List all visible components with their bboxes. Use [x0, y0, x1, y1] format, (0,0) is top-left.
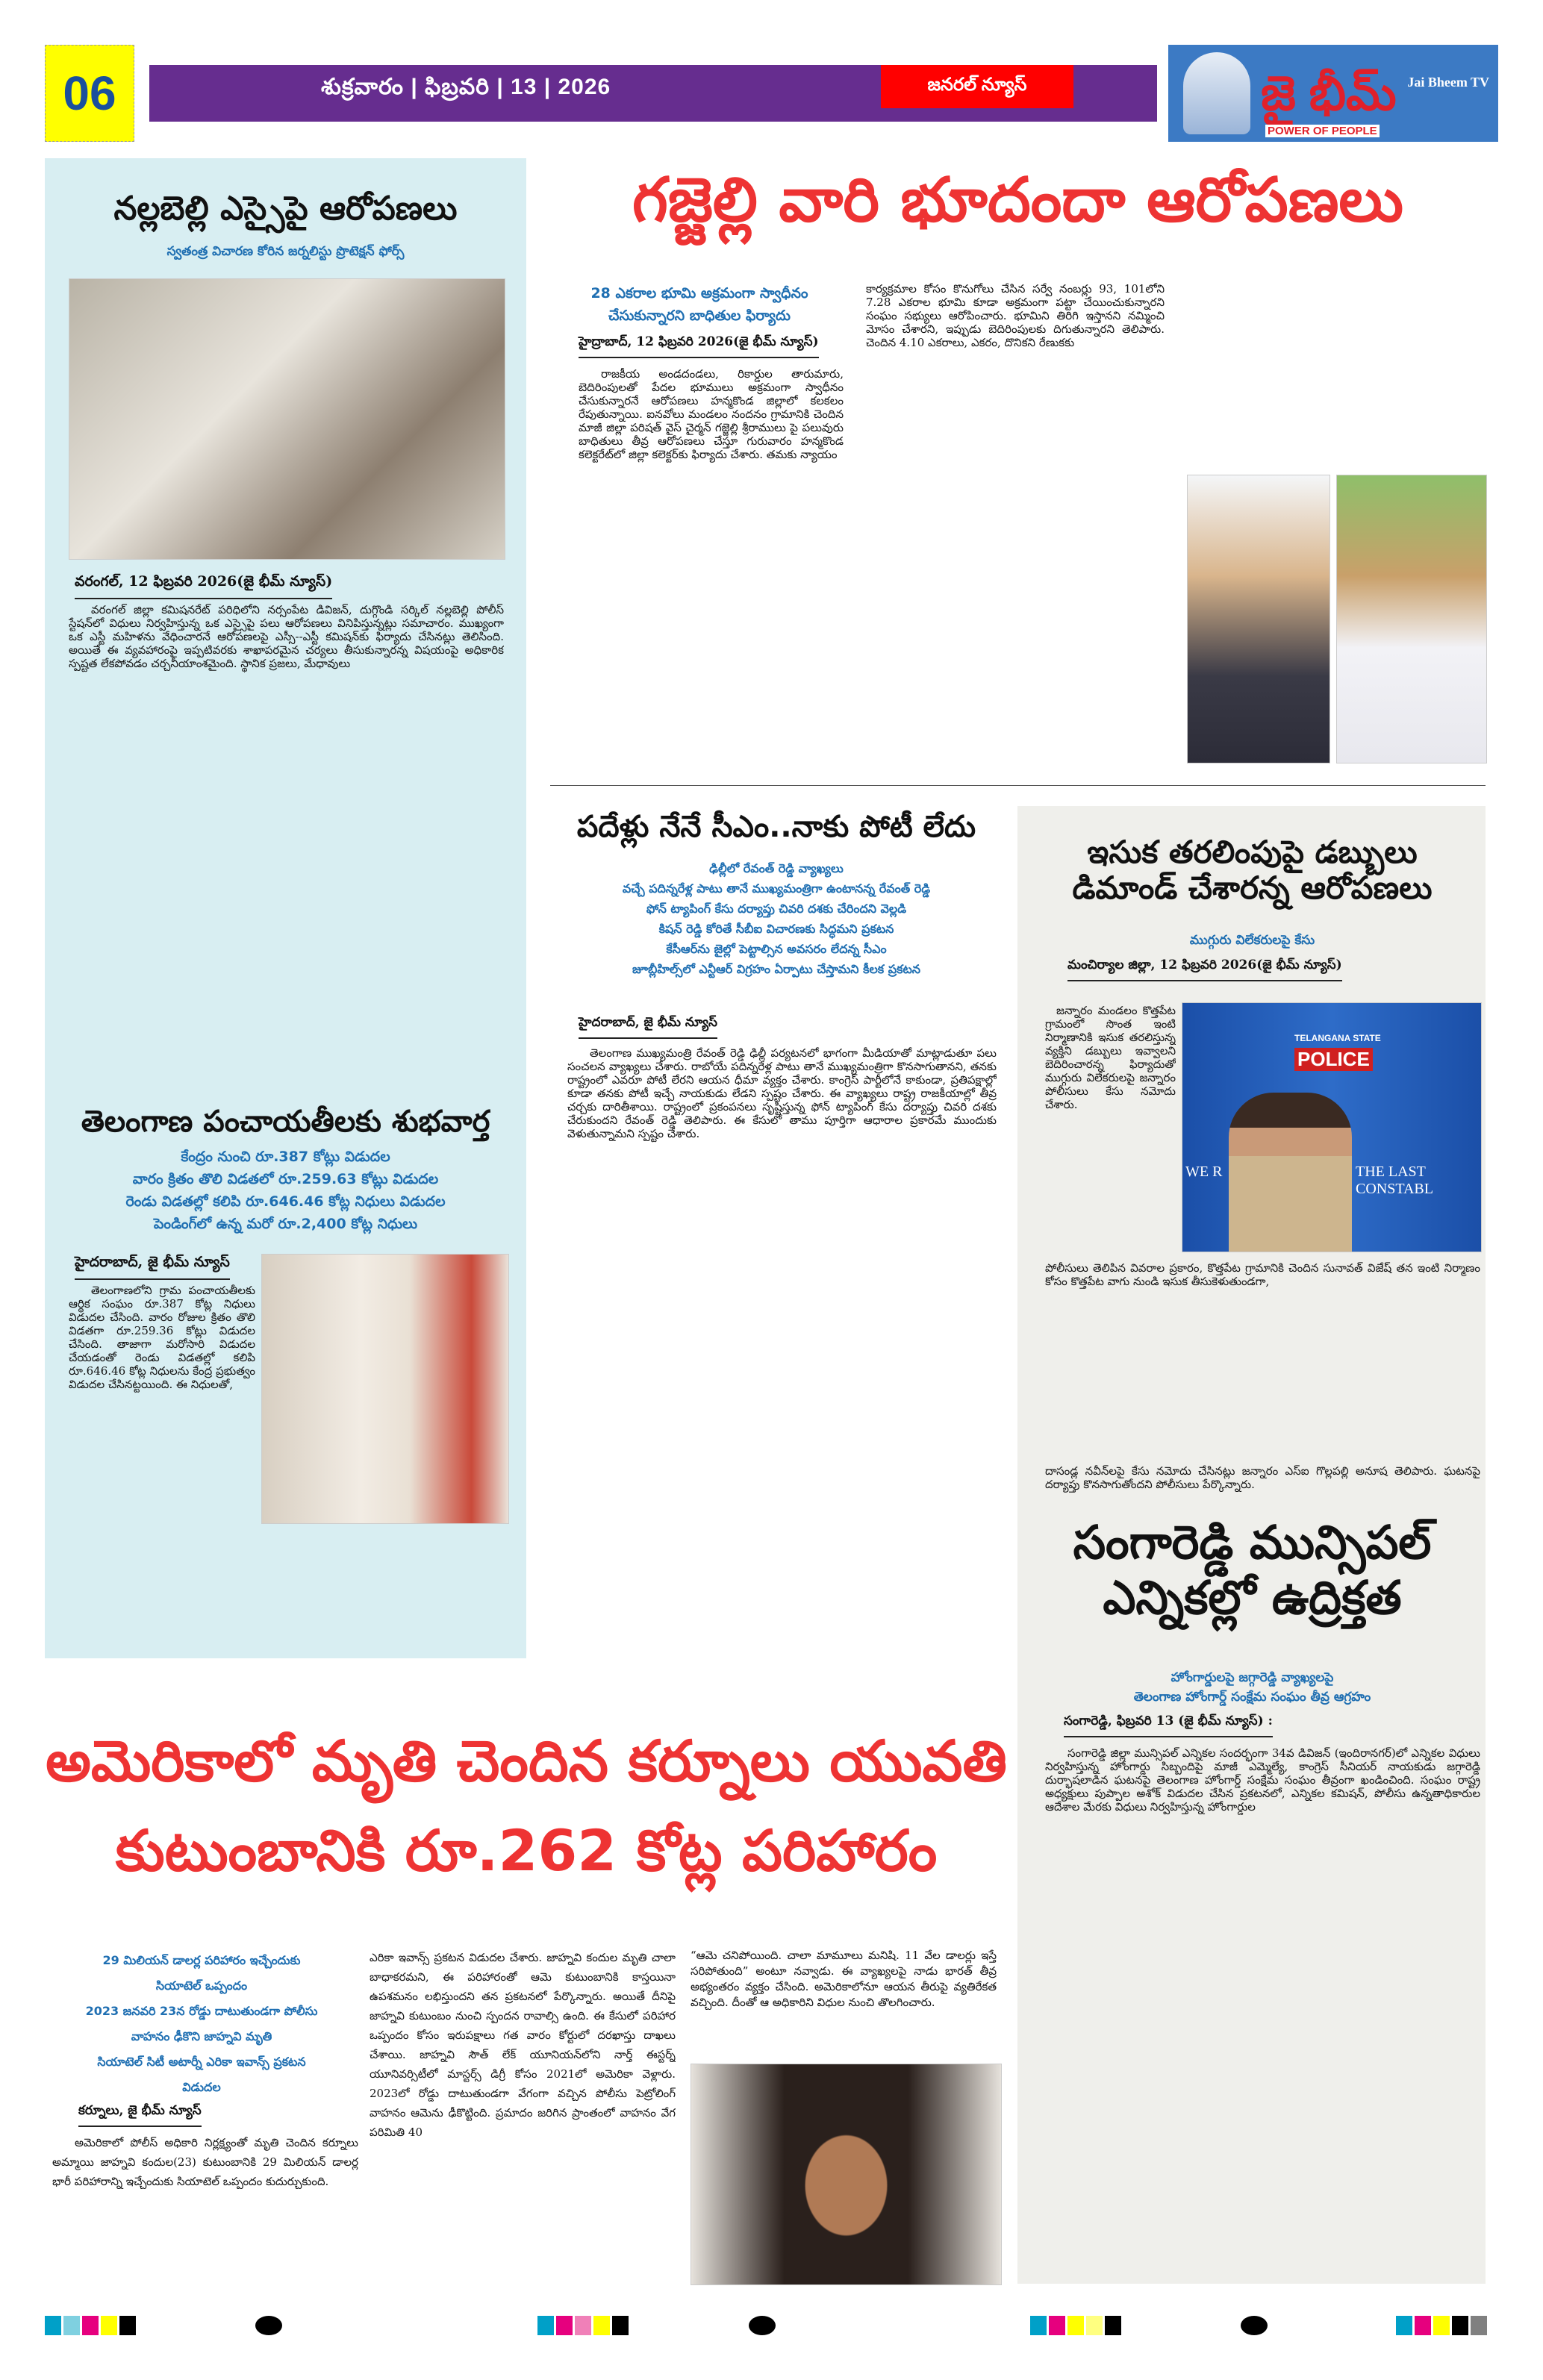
- sand-body: పోలీసులు తెలిపిన వివరాల ప్రకారం, కొత్తపేట గ్రామానికి చెందిన సునావత్ విజేష్ తన ఇంటి నిర్మాణం కోసం కొత్తపేట వాగు నుండి ఇసుక తీసుకెళుతుండగా,: [1045, 1261, 1480, 1288]
- color-swatch: [556, 2316, 573, 2335]
- subhead: సియాటెల్ ఒప్పందం: [155, 1978, 248, 1993]
- subhead: పెండింగ్‌లో ఉన్న మరో రూ.2,400 కోట్ల నిధులు: [153, 1216, 418, 1232]
- registration-color-bar: [45, 2316, 136, 2335]
- kurnool-headline: [45, 1717, 1008, 1896]
- sand-headline: ఇసుక తరలింపుపై డబ్బులు డిమాండ్ చేశారన్న ఆరోపణలు: [1072, 834, 1433, 907]
- gajjelli-body-col2: కార్యక్రమాల కోసం కొనుగోలు చేసిన సర్వే నంబర్లు 93, 101లోని 7.28 ఎకరాల భూమి కూడా అక్రమంగా పట్టా చేయించుకున్నారని సంఘం సభ్యులు ఆరోపించారు. భూమిని తిరిగి ఇస్తానని నమ్మించి మోసం చేశారని, ఇప్పుడు బెదిరింపులకు దిగుతున్నారని తెలిపారు. చెందిన 4.10 ఎకరాలు, ఎకరం, దొనికని రేణుకకు: [866, 282, 1165, 349]
- gajjelli-headline: గజ్జెల్లి వారి భూదందా ఆరోపణలు: [632, 165, 1403, 236]
- gajjelli-body-col1: రాజకీయ అండదండలు, రికార్డుల తారుమారు, బెదిరింపులతో పేదల భూములు అక్రమంగా స్వాధీనం చేసుకున్నారనే ఆరోపణలు హన్మకొండ జిల్లాలో కలకలం రేపుతున్నాయి. ఐనవోలు మండలం నందనం గ్రామానికి చెందిన మాజీ జిల్లా పరిషత్ వైస్ చైర్మన్ గజ్జెల్లి శ్రీరాములు పై పలువురు బాధితులు తీవ్ర ఆరోపణలు చేస్తూ గురువారం హన్మకొండ కలెక్టరేట్‌లో జిల్లా కలెక్టర్‌కు ఫిర్యాదు చేశారు. తమకు న్యాయం: [579, 367, 844, 461]
- color-swatch: [1471, 2316, 1487, 2335]
- headline-line: కుటుంబానికి రూ.262 కోట్ల పరిహారం: [115, 1817, 938, 1884]
- subhead: ఢిల్లీలో రేవంత్ రెడ్డి వ్యాఖ్యలు: [709, 861, 844, 875]
- registration-mark-icon: [1241, 2316, 1268, 2335]
- officer-figure: [1229, 1093, 1352, 1252]
- section-tag: జనరల్ న్యూస్: [881, 65, 1073, 108]
- subhead: జూబ్లీహిల్స్‌లో ఎన్టీఆర్ విగ్రహం ఏర్పాటు చేస్తామని కీలక ప్రకటన: [632, 962, 921, 976]
- photo-text: TELANGANA STATE: [1294, 1033, 1381, 1043]
- subhead: సియాటెల్ సిటీ అటార్నీ ఎరికా ఇవాన్స్ ప్రకటన: [97, 2055, 306, 2069]
- kurnool-body-col3: “ఆమె చనిపోయింది. చాలా మామూలు మనిషి. 11 వేల డాలర్లు ఇస్తే సరిపోతుంది” అంటూ నవ్వాడు. ఈ వ్యాఖ్యలపై నాడు భారత్ తీవ్ర అభ్యంతరం వ్యక్తం చేసింది. అమెరికాలోనూ ఆయన తీరుపై వ్యతిరేకత వచ్చింది. దీంతో ఆ అధికారిని విధుల నుంచి తొలగించారు.: [691, 1949, 997, 2009]
- photo-text: THE LAST CONSTABL: [1356, 1164, 1433, 1197]
- masthead-logo: [1168, 45, 1498, 142]
- subhead: కేసీఆర్‌ను జైల్లో పెట్టాల్సిన అవసరం లేదన్న సీఎం: [666, 942, 887, 956]
- color-swatch: [82, 2316, 99, 2335]
- headline-line: అమెరికాలో మృతి చెందిన కర్నూలు యువతి: [46, 1728, 1007, 1794]
- gajjelli-person-photo-1: [1187, 475, 1330, 763]
- sangareddy-body: సంగారెడ్డి జిల్లా మున్సిపల్ ఎన్నికల సందర్భంగా 34వ డివిజన్ (ఇందిరానగర్)లో ఎన్నికల విధులు నిర్వహిస్తున్న హోంగార్డు సిబ్బందిపై మాజీ ఎమ్మెల్యే, కాంగ్రెస్ సీనియర్ నాయకుడు జగ్గారెడ్డి దుర్భాషలాడిన ఘటనపై తెలంగాణ హోంగార్డ్ సంక్షేమ సంఘం తీవ్రంగా ఖండించింది. సంఘం రాష్ట్ర అధ్యక్షులు పుప్పాల అశోక్ విడుదల చేసిన ప్రకటనలో, ఎన్నికల కమిషన్, పోలీసు ఉన్నతాధికారుల ఆదేశాల మేరకు విధులు నిర్వహిస్తున్న హోంగార్డుల: [1045, 1746, 1480, 1814]
- color-swatch: [1049, 2316, 1065, 2335]
- cm-headline: పదేళ్లు నేనే సీఎం..నాకు పోటీ లేదు: [576, 810, 976, 844]
- cm-body: తెలంగాణ ముఖ్యమంత్రి రేవంత్ రెడ్డి ఢిల్లీ పర్యటనలో భాగంగా మీడియాతో మాట్లాడుతూ పలు సంచలన వ్యాఖ్యలు చేశారు. రాబోయే పదిన్నరేళ్ల పాటు తానే ముఖ్యమంత్రిగా కొనసాగుతానని, తనకు రాష్ట్రంలో ఎవరూ పోటీ లేరని ఆయన ధీమా వ్యక్తం చేశారు. కాంగ్రెస్ పార్టీలోనే కాకుండా, ప్రతిపక్షాల్లో కూడా తనకు పోటీ ఇచ్చే నాయకుడు లేడని స్పష్టం చేశారు. ఈ వ్యాఖ్యలు రాష్ట్ర రాజకీయాల్లో తీవ్ర చర్చకు దారితీశాయి. రాష్ట్రంలో ప్రకంపనలు సృష్టిస్తున్న ఫోన్ ట్యాపింగ్ కేసు దర్యాప్తు చివరి దశకు చేరుకుందని రేవంత్ రెడ్డి తెలిపారు. ఈ కేసులో తాము పూర్తిగా ఆధారాల ప్రకారమే ముందుకు వెళుతున్నామని స్పష్టం చేశారు.: [567, 1046, 997, 1140]
- registration-color-bar: [1396, 2316, 1487, 2335]
- subhead: 28 ఎకరాల భూమి అక్రమంగా స్వాధీనం: [590, 285, 808, 302]
- panchayat-photo: [261, 1254, 509, 1524]
- subhead: 29 మిలియన్ డాలర్ల పరిహారం ఇచ్చేందుకు: [102, 1953, 301, 1967]
- sangareddy-headline: సంగారెడ్డి మున్సిపల్ ఎన్నికల్లో ఉద్రిక్తత: [1073, 1515, 1432, 1625]
- issue-date: శుక్రవారం | ఫిబ్రవరి | 13 | 2026: [321, 75, 611, 99]
- color-swatch: [119, 2316, 136, 2335]
- subhead: వారం క్రితం తొలి విడతలో రూ.259.63 కోట్లు విడుదల: [132, 1171, 439, 1187]
- dateline-text: హైద్రాబాద్, 12 ఫిబ్రవరి 2026(జై భీమ్ న్యూస్): [579, 334, 819, 358]
- ambedkar-portrait-icon: [1183, 52, 1250, 134]
- subhead: విడుదల: [182, 2080, 221, 2094]
- police-officer-photo: [1182, 1002, 1482, 1252]
- subhead: కేంద్రం నుంచి రూ.387 కోట్లు విడుదల: [181, 1149, 390, 1165]
- page-number: 06: [45, 45, 134, 142]
- cm-dateline: [579, 1015, 717, 1043]
- nallabelli-headline: నల్లబెల్లి ఎస్సైపై ఆరోపణలు: [113, 190, 458, 228]
- sand-dateline: [1067, 958, 1342, 986]
- color-swatch: [1433, 2316, 1450, 2335]
- color-swatch: [1086, 2316, 1103, 2335]
- color-swatch: [537, 2316, 554, 2335]
- sand-body-side: జన్నారం మండలం కొత్తపేట గ్రామంలో సొంత ఇంటి నిర్మాణానికి ఇసుక తరలిస్తున్న వ్యక్తిని డబ్బులు ఇవ్వాలని బెదిరించారన్న ఫిర్యాదుతో ముగ్గురు విలేకరులపై జన్నారం పోలీసులు కేసు నమోదు చేశారు.: [1045, 1004, 1176, 1111]
- photo-text: WE R: [1185, 1164, 1223, 1180]
- cm-subheads: [550, 858, 1003, 979]
- kurnool-subheads: [45, 1948, 358, 2100]
- logo-tagline: POWER OF PEOPLE: [1265, 125, 1380, 137]
- sand-subhead: ముగ్గురు విలేకరులపై కేసు: [1189, 933, 1315, 948]
- registration-mark-icon: [255, 2316, 282, 2335]
- kurnool-body-col2: ఎరికా ఇవాన్స్ ప్రకటన విడుదల చేశారు. జాహ్నవి కందుల మృతి చాలా బాధాకరమని, ఈ పరిహారంతో ఆమె కుటుంబానికి కాస్తయినా ఉపశమనం లభిస్తుందని తన ప్రకటనలో పేర్కొన్నారు. అయితే దీనిపై జాహ్నవి కుటుంబం నుంచి స్పందన రావాల్సి ఉంది. ఈ కేసులో పరిహార ఒప్పందం కోసం ఇరుపక్షాలు గత వారం కోర్టులో దరఖాస్తు దాఖలు చేశాయి. జాహ్నవి సౌత్ లేక్ యూనియన్‌లోని నార్త్ ఈస్టర్న్ యూనివర్సిటీలో మాస్టర్స్ డిగ్రీ కోసం 2021లో అమెరికా వెళ్లారు. 2023లో రోడ్డు దాటుతుండగా వేగంగా వచ్చిన పోలీసు పెట్రోలింగ్ వాహనం ఆమెను ఢీకొట్టింది. ప్రమాదం జరిగిన ప్రాంతంలో వాహనం వేగ పరిమితి 40: [370, 1951, 676, 2139]
- color-swatch: [593, 2316, 610, 2335]
- registration-color-bar: [1030, 2316, 1121, 2335]
- subhead: రెండు విడతల్లో కలిపి రూ.646.46 కోట్ల నిధులు విడుదల: [125, 1193, 446, 1210]
- nallabelli-photo: [69, 278, 505, 560]
- nallabelli-dateline: [75, 573, 332, 604]
- registration-mark-icon: [749, 2316, 776, 2335]
- dateline-text: సంగారెడ్డి, ఫిబ్రవరి 13 (జై భీమ్ న్యూస్) :: [1064, 1714, 1273, 1737]
- sand-body-end: దాసండ్ల నవీన్‌లపై కేసు నమోదు చేసినట్లు జన్నారం ఎస్ఐ గొల్లపల్లి అనూష తెలిపారు. ఘటనపై దర్యాప్తు కొనసాగుతోందని పోలీసులు పేర్కొన్నారు.: [1045, 1464, 1480, 1491]
- subhead: వచ్చే పదిన్నరేళ్ల పాటు తానే ముఖ్యమంత్రిగా ఉంటానన్న రేవంత్ రెడ్డి: [622, 881, 931, 896]
- photo-text: POLICE: [1294, 1048, 1373, 1071]
- color-swatch: [1452, 2316, 1468, 2335]
- logo-tv: Jai Bheem TV: [1407, 75, 1489, 90]
- dateline-text: కర్నూలు, జై భీమ్ న్యూస్: [78, 2103, 202, 2127]
- panchayat-headline: తెలంగాణ పంచాయతీలకు శుభవార్త: [81, 1105, 490, 1139]
- subhead: 2023 జనవరి 23న రోడ్డు దాటుతుండగా పోలీసు: [85, 2004, 318, 2018]
- panchayat-body: తెలంగాణలోని గ్రామ పంచాయతీలకు ఆర్థిక సంఘం రూ.387 కోట్ల నిధులు విడుదల చేసింది. వారం రోజుల క్రితం తొలి విడతగా రూ.259.36 కోట్లు విడుదల చేసింది. తాజాగా మరోసారి విడుదల చేయడంతో రెండు విడతల్లో కలిపి రూ.646.46 కోట్ల నిధులను కేంద్ర ప్రభుత్వం విడుదల చేసినట్టయింది. ఈ నిధులతో,: [69, 1284, 255, 1391]
- nallabelli-body: వరంగల్ జిల్లా కమిషనరేట్ పరిధిలోని నర్సంపేట డివిజన్, దుగ్గొండి సర్కిల్ నల్లబెల్లి పోలీస్ స్టేషన్‌లో విధులు నిర్వహిస్తున్న ఒక ఎస్సైపై పలు ఆరోపణలు వినిపిస్తున్నట్లు సమాచారం. ముఖ్యంగా ఒక ఎస్టీ మహిళను వేధించారనే ఆరోపణలపై ఎస్సీ--ఎస్టీ కమిషన్‌కు ఫిర్యాదు చేసినట్లు తెలిసింది. అయితే ఈ వ్యవహారంపై ఇప్పటివరకు శాఖాపరమైన చర్యలు తీసుకున్నారన్న విషయంపై అధికారిక స్పష్టత లేకపోవడం చర్చనీయాంశమైంది. స్థానిక ప్రజలు, మేధావులు: [69, 603, 504, 670]
- divider: [550, 785, 1486, 786]
- color-swatch: [1415, 2316, 1431, 2335]
- color-swatch: [1105, 2316, 1121, 2335]
- nallabelli-subhead: స్వతంత్ర విచారణ కోరిన జర్నలిస్టు ప్రొటెక్షన్ ఫోర్స్: [166, 244, 405, 259]
- sangareddy-dateline: [1064, 1714, 1273, 1742]
- logo-name: జై భీమ్: [1261, 66, 1397, 120]
- subhead: హోంగార్డులపై జగ్గారెడ్డి వ్యాఖ్యలపై: [1171, 1670, 1334, 1685]
- subhead: చేసుకున్నారని బాధితుల ఫిర్యాదు: [608, 307, 791, 324]
- dateline-text: మంచిర్యాల జిల్లా, 12 ఫిబ్రవరి 2026(జై భీమ్ న్యూస్): [1067, 958, 1342, 981]
- subhead: ఫోన్ ట్యాపింగ్ కేసు దర్యాప్తు చివరి దశకు చేరిందని వెల్లడి: [646, 902, 907, 916]
- subhead: వాహనం ఢీకొని జాహ్నవి మృతి: [131, 2029, 272, 2043]
- subhead: కిషన్ రెడ్డి కోరితే సీబీఐ విచారణకు సిద్ధమని ప్రకటన: [658, 922, 894, 936]
- color-swatch: [1067, 2316, 1084, 2335]
- color-swatch: [63, 2316, 80, 2335]
- dateline-text: హైదరాబాద్, జై భీమ్ న్యూస్: [579, 1015, 717, 1039]
- panchayat-subheads: [60, 1146, 511, 1235]
- color-swatch: [101, 2316, 117, 2335]
- color-swatch: [1030, 2316, 1047, 2335]
- registration-color-bar: [537, 2316, 629, 2335]
- color-swatch: [575, 2316, 591, 2335]
- color-swatch: [612, 2316, 629, 2335]
- gajjelli-person-photo-2: [1336, 475, 1487, 763]
- gajjelli-subheads: [550, 282, 849, 327]
- kurnool-body-col1: అమెరికాలో పోలీస్ అధికారి నిర్లక్ష్యంతో మృతి చెందిన కర్నూలు అమ్మాయి జాహ్నవి కందుల(23) కుటుంబానికి 29 మిలియన్ డాలర్ల భారీ పరిహారాన్ని ఇచ్చేందుకు సియాటెల్ ఒప్పందం కుదుర్చుకుంది.: [52, 2136, 358, 2188]
- panchayat-dateline: [75, 1254, 230, 1284]
- gajjelli-dateline: [579, 334, 819, 363]
- dateline-text: హైదరాబాద్, జై భీమ్ న్యూస్: [75, 1254, 230, 1280]
- dateline-text: వరంగల్, 12 ఫిబ్రవరి 2026(జై భీమ్ న్యూస్): [75, 573, 332, 599]
- kurnool-dateline: [78, 2103, 202, 2131]
- color-swatch: [1396, 2316, 1412, 2335]
- color-swatch: [45, 2316, 61, 2335]
- subhead: తెలంగాణ హోంగార్డ్ సంక్షేమ సంఘం తీవ్ర ఆగ్రహం: [1133, 1690, 1371, 1705]
- sangareddy-subheads: [1030, 1668, 1474, 1707]
- jahnavi-photo: [691, 2064, 1002, 2285]
